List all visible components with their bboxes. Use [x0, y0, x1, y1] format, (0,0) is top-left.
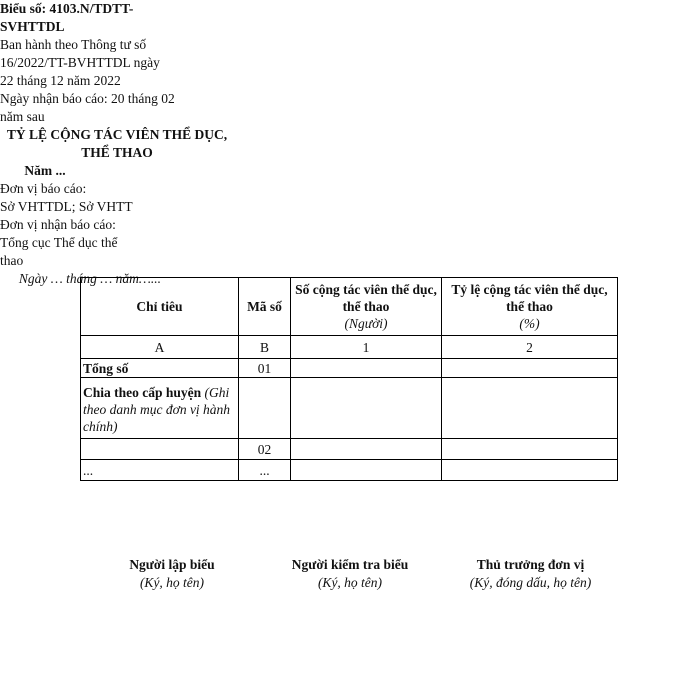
- header-indicator: Chỉ tiêu: [81, 278, 239, 336]
- head-title: Thủ trưởng đơn vị: [476, 557, 585, 572]
- preparer-title: Người lập biểu: [129, 557, 215, 572]
- head-signature-block: [448, 556, 613, 592]
- header-collaborators-title: Số cộng tác viên thể dục, thể thao: [295, 282, 437, 314]
- district-label-cell[interactable]: [81, 439, 239, 460]
- header-ratio-unit: (%): [519, 316, 540, 331]
- breakdown-label-cell: [81, 378, 239, 439]
- index-cell: 1: [291, 336, 442, 359]
- breakdown-collaborators-cell[interactable]: [291, 378, 442, 439]
- index-cell: 2: [442, 336, 618, 359]
- issued-by-text: Ban hành theo Thông tư số 16/2022/TT-BVHTTDL ngày 22 tháng 12 năm 2022: [0, 37, 160, 88]
- total-collaborators-cell[interactable]: [291, 359, 442, 378]
- ellipsis-code: ...: [239, 460, 291, 481]
- checker-signature-block: [270, 556, 430, 592]
- breakdown-note: (Ghi theo danh mục đơn vị hành chính): [83, 385, 231, 434]
- receiving-unit: [0, 216, 130, 270]
- total-code: 01: [239, 359, 291, 378]
- receiving-unit-label: Đơn vị nhận báo cáo:: [0, 217, 116, 232]
- checker-title: Người kiểm tra biểu: [291, 557, 409, 572]
- preparer-note: (Ký, họ tên): [139, 575, 205, 590]
- breakdown-ratio-cell[interactable]: [442, 378, 618, 439]
- signature-date-line: Ngày … tháng … năm…...: [18, 271, 162, 286]
- checker-note: (Ký, họ tên): [317, 575, 383, 590]
- reporting-unit: [0, 180, 150, 216]
- receiving-unit-value: Tổng cục Thể dục thể thao: [0, 235, 118, 268]
- header-ratio: [442, 278, 618, 336]
- header-collaborators-unit: (Người): [344, 316, 388, 331]
- head-note: (Ký, đóng dấu, họ tên): [469, 575, 592, 590]
- table-index-row: [81, 336, 618, 359]
- total-label: Tổng số: [81, 359, 239, 378]
- header-code: Mã số: [239, 278, 291, 336]
- header-collaborators: [291, 278, 442, 336]
- receipt-date-text: Ngày nhận báo cáo: 20 tháng 02 năm sau: [0, 91, 175, 124]
- report-table: [80, 277, 618, 481]
- breakdown-code-cell: [239, 378, 291, 439]
- district-collaborators-cell[interactable]: [291, 439, 442, 460]
- ellipsis-label: ...: [81, 460, 239, 481]
- reporting-unit-label: Đơn vị báo cáo:: [0, 181, 87, 196]
- ellipsis-ratio-cell[interactable]: [442, 460, 618, 481]
- report-title: TỶ LỆ CỘNG TÁC VIÊN THỂ DỤC, THỂ THAO: [6, 127, 228, 160]
- index-cell: A: [81, 336, 239, 359]
- table-row: [81, 378, 618, 439]
- form-code: Biểu số: 4103.N/TDTT-SVHTTDL: [0, 1, 134, 34]
- breakdown-label: Chia theo cấp huyện: [83, 385, 202, 400]
- ellipsis-collaborators-cell[interactable]: [291, 460, 442, 481]
- district-ratio-cell[interactable]: [442, 439, 618, 460]
- report-year: Năm ...: [24, 163, 66, 178]
- table-header-row: [81, 278, 618, 336]
- district-code: 02: [239, 439, 291, 460]
- header-ratio-title: Tỷ lệ cộng tác viên thể dục, thể thao: [451, 282, 608, 314]
- table-row: [81, 439, 618, 460]
- table-row: [81, 460, 618, 481]
- preparer-signature-block: [92, 556, 252, 592]
- table-row: [81, 359, 618, 378]
- index-cell: B: [239, 336, 291, 359]
- reporting-unit-value: Sở VHTTDL; Sở VHTT: [0, 199, 133, 214]
- total-ratio-cell[interactable]: [442, 359, 618, 378]
